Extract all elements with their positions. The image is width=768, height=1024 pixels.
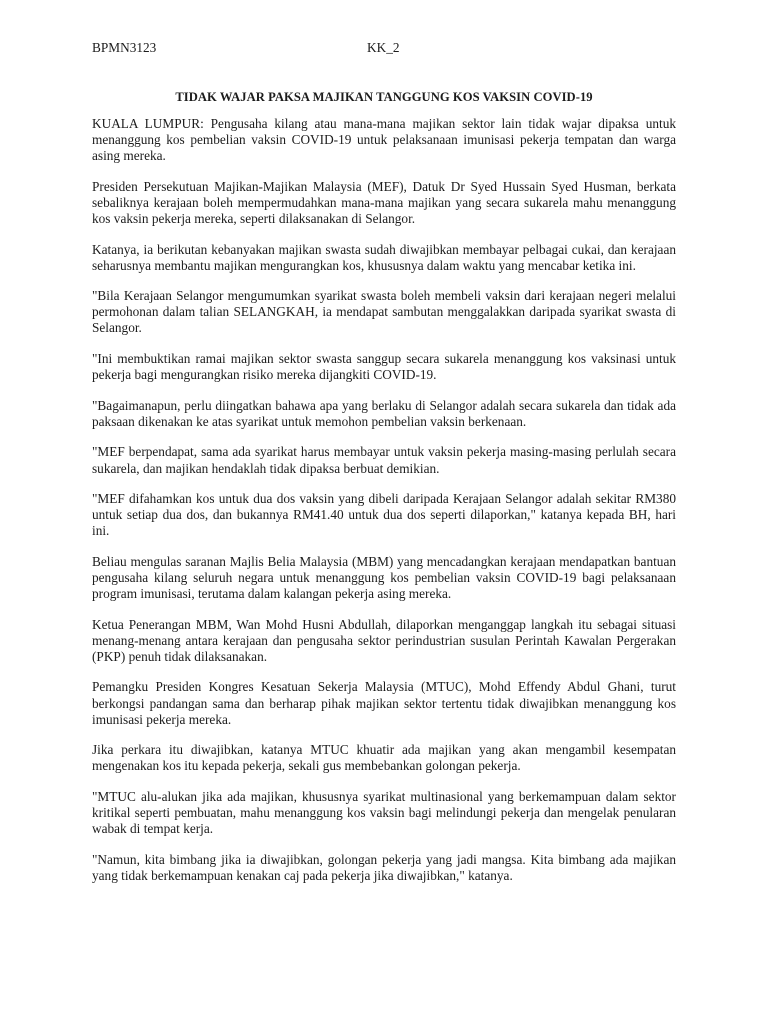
paragraph: "Bagaimanapun, perlu diingatkan bahawa apa yang berlaku di Selangor adalah secara sukarela dan tidak ada paksaan dikenakan ke atas syarikat untuk memohon pembelian vaksin berkenaan. — [92, 397, 676, 429]
paragraph: Katanya, ia berikutan kebanyakan majikan swasta sudah diwajibkan membayar pelbagai cukai, dan kerajaan seharusnya membantu majikan mengurangkan kos, khususnya dalam waktu yang mencabar ketika ini. — [92, 241, 676, 273]
paragraph: Pemangku Presiden Kongres Kesatuan Sekerja Malaysia (MTUC), Mohd Effendy Abdul Ghani, turut berkongsi pandangan sama dan berharap pihak majikan sektor tertentu tidak diwajibkan menanggung kos imunisasi pekerja mereka. — [92, 679, 676, 727]
paragraph: "Ini membuktikan ramai majikan sektor swasta sanggup secara sukarela menanggung kos vaksinasi untuk pekerja bagi mengurangkan risiko mereka dijangkiti COVID-19. — [92, 351, 676, 383]
paragraph: Beliau mengulas saranan Majlis Belia Malaysia (MBM) yang mencadangkan kerajaan mendapatkan bantuan pengusaha kilang seluruh negara untuk menanggung kos pembelian vaksin COVID-19 bagi pelaksanaan program imunisasi, terutama dalam kalangan pekerja asing mereka. — [92, 553, 676, 602]
article-title: TIDAK WAJAR PAKSA MAJIKAN TANGGUNG KOS VAKSIN COVID-19 — [175, 90, 593, 104]
paragraph: "Namun, kita bimbang jika ia diwajibkan, golongan pekerja yang jadi mangsa. Kita bimbang ada majikan yang tidak berkemampuan kenakan caj pada pekerja jika diwajibkan," katanya. — [92, 851, 676, 883]
page-header — [92, 40, 676, 58]
paragraph: "MEF difahamkan kos untuk dua dos vaksin yang dibeli daripada Kerajaan Selangor adalah sekitar RM380 untuk setiap dua dos, dan bukannya RM41.40 untuk dua dos seperti dilaporkan," katanya kepada BH, hari ini. — [92, 491, 676, 539]
course-code: BPMN3123 — [92, 40, 157, 55]
paragraph: "Bila Kerajaan Selangor mengumumkan syarikat swasta boleh membeli vaksin dari kerajaan negeri melalui permohonan dalam talian SELANGKAH, ia mendapat sambutan menggalakkan daripada syarikat swasta di Selangor. — [92, 288, 676, 336]
group-label: KK_2 — [367, 40, 400, 55]
paragraph: Jika perkara itu diwajibkan, katanya MTUC khuatir ada majikan yang akan mengambil kesempatan mengenakan kos itu kepada pekerja, sekali gus membebankan golongan pekerja. — [92, 742, 676, 774]
article-body — [92, 116, 676, 884]
paragraph: Ketua Penerangan MBM, Wan Mohd Husni Abdullah, dilaporkan menganggap langkah itu sebagai situasi menang-menang antara kerajaan dan pengusaha sektor perindustrian susulan Perintah Kawalan Pergerakan (PKP) penuh tidak dilaksanakan. — [92, 616, 676, 664]
paragraph: "MTUC alu-alukan jika ada majikan, khususnya syarikat multinasional yang berkemampuan dalam sektor kritikal seperti pembuatan, mahu menanggung kos vaksin bagi melindungi pekerja dan mengelak penularan wabak di tempat kerja. — [92, 788, 676, 837]
paragraph: "MEF berpendapat, sama ada syarikat harus membayar untuk vaksin pekerja masing-masing perlulah secara sukarela, dan majikan hendaklah tidak dipaksa berbuat demikian. — [92, 444, 676, 476]
paragraph: KUALA LUMPUR: Pengusaha kilang atau mana-mana majikan sektor lain tidak wajar dipaksa untuk menanggung kos pembelian vaksin COVID-19 untuk pelaksanaan imunisasi pekerja tempatan dan warga asing mereka. — [92, 116, 676, 164]
document-page — [92, 40, 676, 898]
paragraph: Presiden Persekutuan Majikan-Majikan Malaysia (MEF), Datuk Dr Syed Hussain Syed Husman, berkata sebaliknya kerajaan boleh mempermudahkan mana-mana majikan yang secara sukarela mahu menanggung kos vaksin pekerja mereka, seperti dilaksanakan di Selangor. — [92, 178, 676, 226]
